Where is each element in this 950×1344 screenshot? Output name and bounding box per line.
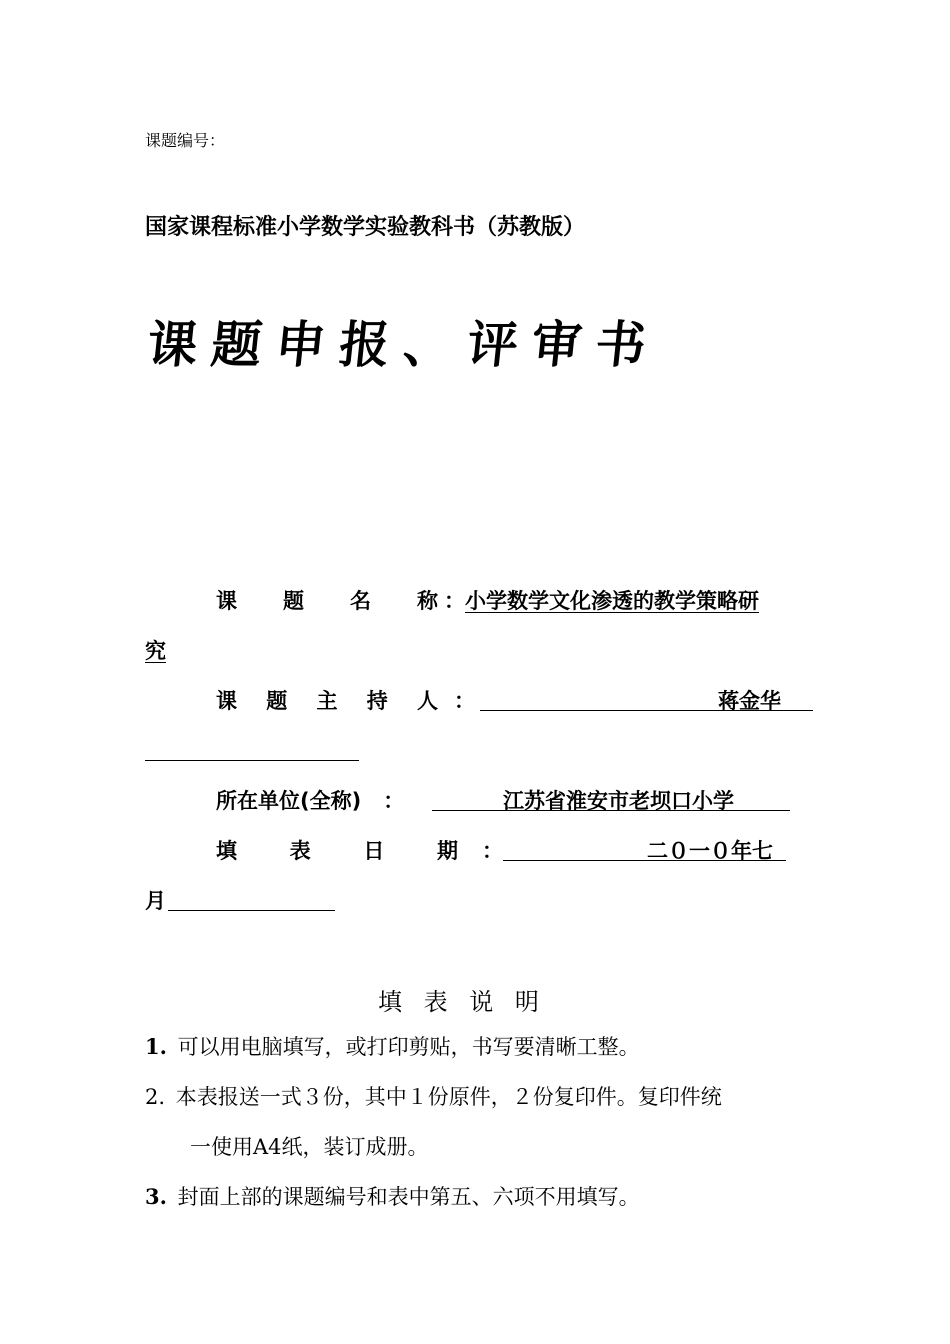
date-row: 填 表 日 期 ： bbox=[216, 835, 503, 867]
host-row: 课 题 主 持 人 ： bbox=[216, 685, 475, 717]
instruction-item: 2. 本表报送一式３份，其中１份原件，２份复印件。复印件统 bbox=[145, 1085, 722, 1109]
unit-row: 所在单位(全称) ： bbox=[216, 789, 405, 813]
host-underline-continued bbox=[145, 760, 359, 761]
page-title: 课题申报、评审书 bbox=[144, 315, 663, 374]
instruction-item: 1. 可以用电脑填写，或打印剪贴，书写要清晰工整。 bbox=[145, 1034, 640, 1059]
topic-row: 课 题 名 称 ：小学数学文化渗透的教学策略研 bbox=[216, 585, 759, 617]
topic-value[interactable]: 小学数学文化渗透的教学策略研 bbox=[465, 589, 759, 613]
date-underline-continued bbox=[168, 910, 335, 911]
date-value-continued[interactable]: 月 bbox=[145, 889, 166, 913]
host-value[interactable]: 蒋金华 bbox=[718, 689, 781, 713]
host-label: 课 题 主 持 人 bbox=[216, 689, 438, 713]
instruction-item-continued: 一使用A4纸，装订成册。 bbox=[190, 1135, 429, 1159]
date-label: 填 表 日 期 bbox=[216, 839, 458, 863]
project-number-label: 课题编号： bbox=[145, 131, 226, 150]
date-value[interactable]: 二０一０年七 bbox=[647, 839, 773, 863]
topic-label: 课 题 名 称 bbox=[216, 589, 438, 613]
textbook-subtitle: 国家课程标准小学数学实验教科书（苏教版） bbox=[145, 215, 586, 240]
instructions-title: 填 表 说 明 bbox=[378, 988, 539, 1016]
unit-label: 所在单位(全称) bbox=[216, 789, 362, 813]
topic-value-continued[interactable]: 究 bbox=[145, 639, 166, 663]
unit-value[interactable]: 江苏省淮安市老坝口小学 bbox=[503, 789, 734, 813]
instruction-item: 3. 封面上部的课题编号和表中第五、六项不用填写。 bbox=[145, 1184, 640, 1209]
